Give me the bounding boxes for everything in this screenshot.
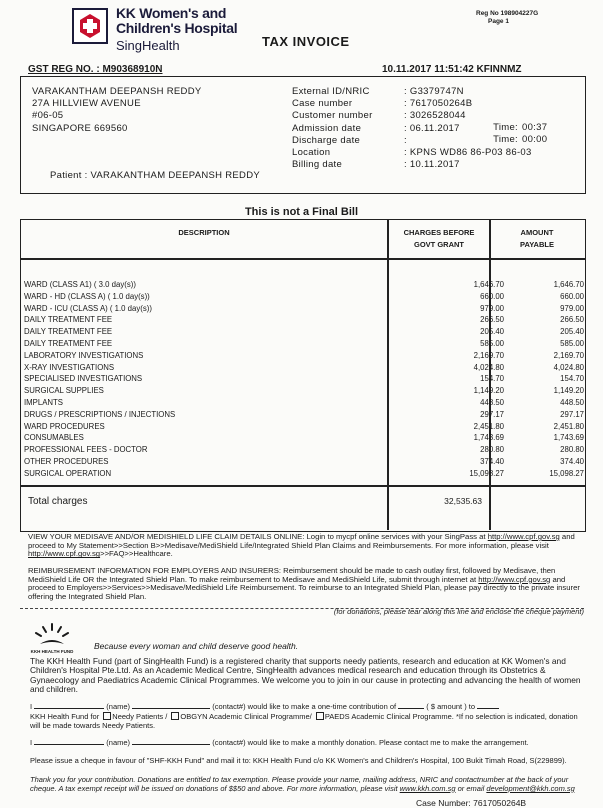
option-label: PAEDS Academic Clinical Programme. [324, 711, 454, 721]
header-divider [20, 258, 586, 260]
gst-reg: GST REG NO. : M90368910N [28, 64, 163, 75]
row-description: DAILY TREATMENT FEE [24, 338, 113, 348]
amount-field-2[interactable] [477, 700, 499, 709]
name-label: (name) [106, 738, 131, 747]
table-row [24, 338, 584, 350]
row-amount: 585.00 [560, 338, 584, 348]
address-line: VARAKANTHAM DEEPANSH REDDY [32, 86, 202, 97]
row-charges: 448.50 [480, 397, 504, 407]
row-description: WARD (CLASS A1) ( 3.0 day(s)) [24, 280, 136, 289]
option-label: Needy Patients / [112, 711, 168, 721]
row-amount: 448.50 [560, 397, 584, 407]
row-charges: 2,451.80 [473, 421, 504, 431]
row-description: DAILY TREATMENT FEE [24, 327, 113, 337]
info-value: : 7617050264B [404, 98, 473, 110]
row-charges: 280.80 [480, 445, 504, 455]
fund-tagline: Because every woman and child deserve good health. [94, 641, 299, 651]
contact-field[interactable] [132, 736, 210, 745]
time-label: Time: [493, 134, 518, 146]
row-charges: 660.00 [480, 291, 504, 301]
footer-case-number: Case Number: 7617050264B [416, 798, 527, 808]
group-name: SingHealth [116, 38, 180, 53]
reimb-text: REIMBURSEMENT INFORMATION FOR EMPLOYERS AND INSURERS: Reimbursement should be made to cash outlay first, followed by Medisave, then MediShield Life OR the Integrated Shield Plan. To make reimbursement to Medisave and MediShield Life, submit through internet at [28, 566, 556, 584]
contact-label: (contact#) would like to make a monthly donation. Please contact me to make the arrangement. [212, 738, 529, 747]
row-amount: 4,024.80 [553, 362, 584, 372]
info-label: Case number [292, 98, 353, 110]
row-description: IMPLANTS [24, 397, 63, 407]
one-time-donation-form [30, 700, 586, 731]
reimbursement-info [28, 567, 584, 601]
address-line: #06-05 [32, 110, 64, 122]
charge-rows [24, 279, 584, 480]
reg-no: Reg No 198904227G [476, 10, 539, 17]
row-amount: 280.80 [560, 445, 584, 455]
option-label: OBGYN Academic Clinical Programme/ [180, 711, 312, 721]
view-info-text: and proceed to My Statement>>Section B>>Medisave/MediShield Life/Integrated Shield Plan Claims and Reimbursements. For more information, please visit [28, 532, 575, 550]
info-label: Admission date [292, 122, 362, 134]
thanks-note [30, 776, 586, 793]
name-field[interactable] [34, 700, 104, 709]
row-description: SURGICAL OPERATION [24, 468, 112, 478]
col-header-amount-line: AMOUNT [520, 228, 554, 237]
address-line: SINGAPORE 669560 [32, 122, 128, 134]
hospital-name: KK Women's and Children's Hospital [116, 5, 238, 36]
row-description: LABORATORY INVESTIGATIONS [24, 350, 144, 360]
row-description: SPECIALISED INVESTIGATIONS [24, 374, 143, 384]
row-charges: 266.50 [480, 315, 504, 325]
reimb-text: and proceed to Employers>>Services>>Medisave/MediShield Life Reimbursement. To reimburse to an Integrated Shield Plan, please pay directly to the private insurer offering the Integrated Shield Plan. [28, 574, 580, 601]
row-charges: 4,024.80 [473, 362, 504, 372]
col-header-amount [491, 227, 583, 251]
admission-time: 00:37 [522, 122, 548, 133]
cpf-link[interactable]: http://www.cpf.gov.sg [487, 532, 560, 541]
row-amount: 2,451.80 [553, 421, 584, 431]
row-description: X-RAY INVESTIGATIONS [24, 362, 115, 372]
table-row [24, 362, 584, 374]
info-value: : G3379747N [404, 86, 464, 97]
table-row [24, 303, 584, 315]
view-info-text: >>FAQ>>Healthcare. [100, 549, 173, 559]
col-header-charges [389, 227, 489, 251]
contact-label: (contact#) would like to make a one-time contribution of [212, 702, 397, 711]
kkh-fund-logo [30, 620, 74, 660]
row-amount: 660.00 [560, 291, 584, 301]
row-description: SURGICAL SUPPLIES [24, 386, 104, 396]
row-description: DAILY TREATMENT FEE [24, 315, 113, 325]
monthly-donation-form [30, 736, 586, 748]
bill-notice: This is not a Final Bill [244, 206, 359, 218]
row-charges: 1,149.20 [473, 386, 504, 396]
row-charges: 585.00 [480, 338, 504, 348]
info-value: : [404, 134, 407, 146]
page-number: Page 1 [488, 18, 509, 25]
info-label: Billing date [292, 159, 343, 171]
total-value: 32,535.63 [444, 496, 482, 506]
row-amount: 1,646.70 [553, 280, 584, 289]
cpf-link[interactable]: http://www.cpf.gov.sg [478, 574, 551, 584]
fund-for-label: KKH Health Fund for [30, 711, 100, 721]
row-charges: 979.00 [480, 303, 504, 313]
thanks-text: or email [455, 783, 487, 793]
row-charges: 205.40 [480, 327, 504, 337]
row-amount: 979.00 [560, 303, 584, 313]
datetime-code: 10.11.2017 11:51:42 KFINNMZ [382, 64, 522, 75]
row-amount: 15,098.27 [549, 468, 584, 478]
info-label: Customer number [292, 110, 373, 122]
table-row [24, 468, 584, 480]
amount-label: ( $ amount ) to [426, 702, 476, 711]
info-label: External ID/NRIC [292, 86, 370, 97]
info-label: Discharge date [292, 134, 361, 146]
table-row [24, 326, 584, 338]
row-amount: 2,169.70 [553, 350, 584, 360]
row-description: OTHER PROCEDURES [24, 456, 109, 466]
email-link[interactable]: development@kkh.com.sg [486, 783, 575, 793]
col-header-charges-line: GOVT GRANT [414, 240, 464, 249]
donor-i: I [30, 702, 33, 711]
total-divider [20, 485, 586, 487]
row-amount: 297.17 [560, 409, 584, 419]
needy-patients-checkbox[interactable] [103, 712, 111, 720]
row-amount: 374.40 [560, 456, 584, 466]
col-header-amount-line: PAYABLE [520, 240, 554, 249]
row-charges: 154.70 [480, 374, 504, 384]
row-amount: 1,149.20 [553, 386, 584, 396]
table-row [24, 421, 584, 433]
gst-row [28, 64, 584, 75]
col-header-charges-line: CHARGES BEFORE [403, 228, 475, 237]
address-block [32, 86, 202, 135]
row-description: WARD PROCEDURES [24, 421, 105, 431]
patient-line: Patient : VARAKANTHAM DEEPANSH REDDY [50, 170, 260, 181]
row-charges: 297.17 [480, 409, 504, 419]
table-row [24, 373, 584, 385]
info-labels [292, 86, 373, 171]
contact-field[interactable] [132, 700, 210, 709]
amount-field[interactable] [398, 700, 424, 709]
view-claims-info [28, 533, 584, 559]
paeds-checkbox[interactable] [316, 712, 324, 720]
row-charges: 2,169.70 [473, 350, 504, 360]
info-value: : 06.11.2017 [404, 122, 460, 134]
info-value: : KPNS WD86 86-P03 86-03 [404, 147, 532, 159]
cpf-link[interactable]: http://www.cpf.gov.sg [28, 549, 101, 559]
row-amount: 205.40 [560, 327, 584, 337]
name-field[interactable] [34, 736, 104, 745]
time-values [522, 122, 547, 146]
discharge-time: 00:00 [522, 134, 548, 146]
fund-logo-text: KKH HEALTH FUND [30, 649, 74, 654]
row-amount: 1,743.69 [553, 433, 584, 443]
tear-note: (for donations, please tear along this line and enclose the cheque payment) [333, 607, 584, 616]
row-amount: 154.70 [560, 374, 584, 384]
row-charges: 15,098.27 [469, 468, 504, 478]
row-description: WARD - HD (CLASS A) ( 1.0 day(s)) [24, 291, 150, 301]
table-row [24, 314, 584, 326]
row-charges: 374.40 [480, 456, 504, 466]
address-line: 27A HILLVIEW AVENUE [32, 98, 141, 110]
name-label: (name) [106, 702, 131, 711]
document-title: TAX INVOICE [262, 34, 350, 49]
info-value: : 10.11.2017 [404, 159, 460, 171]
row-charges: 1,646.70 [473, 280, 504, 289]
table-row [24, 456, 584, 468]
fund-description: The KKH Health Fund (part of SingHealth Fund) is a registered charity that supports needy patients, research and education at KK Women's and Children's Hospital Pte.Ltd. As an Academic Medical Centre, SingHealth advances medical research and education through its Obstetrics & Gynaecology and Paediatrics Academic Clinical Programmes. We welcome you to join in our cause in protecting and advancing the health of women and children. [30, 656, 581, 695]
table-row [24, 432, 584, 444]
thanks-text: Thank you for your contribution. Donations are entitled to tax exemption. Please provide your name, mailing address, NRIC and contactnumber at the back of your cheque. A tax exempt receipt will be issued on donations of $$50 and above. For more information, please visit [30, 775, 569, 793]
time-labels [482, 122, 518, 146]
table-row [24, 397, 584, 409]
row-description: WARD - ICU (CLASS A) ( 1.0 day(s)) [24, 303, 152, 313]
donor-i: I [30, 738, 33, 747]
table-row [24, 385, 584, 397]
row-description: PROFESSIONAL FEES - DOCTOR [24, 445, 148, 455]
info-label: Location [292, 147, 331, 159]
info-value: : 3026528044 [404, 110, 466, 122]
obgyn-checkbox[interactable] [171, 712, 179, 720]
time-label: Time: [493, 122, 518, 133]
table-row [24, 291, 584, 303]
selection-note: *If no selection is indicated, donation will be made towards Needy Patients. [30, 711, 578, 731]
cheque-info: Please issue a cheque in favour of "SHF-KKH Fund" and mail it to: KKH Health Fund c/o KK Women's and Children's Hospital, 100 Bukit Timah Road, S(229899). [30, 756, 567, 765]
table-row [24, 279, 584, 291]
row-amount: 266.50 [560, 315, 584, 325]
kkh-website-link[interactable]: www.kkh.com.sg [399, 783, 456, 793]
row-description: DRUGS / PRESCRIPTIONS / INJECTIONS [24, 409, 176, 419]
hospital-logo [72, 8, 108, 44]
table-row [24, 409, 584, 421]
col-header-description: DESCRIPTION [178, 228, 230, 237]
total-label: Total charges [28, 496, 88, 507]
table-row [24, 350, 584, 362]
row-description: CONSUMABLES [24, 433, 84, 443]
view-info-text: VIEW YOUR MEDISAVE AND/OR MEDISHIELD LIFE CLAIM DETAILS ONLINE: Login to mycpf online services with your SingPass at [28, 532, 486, 541]
row-charges: 1,743.69 [473, 433, 504, 443]
table-row [24, 444, 584, 456]
